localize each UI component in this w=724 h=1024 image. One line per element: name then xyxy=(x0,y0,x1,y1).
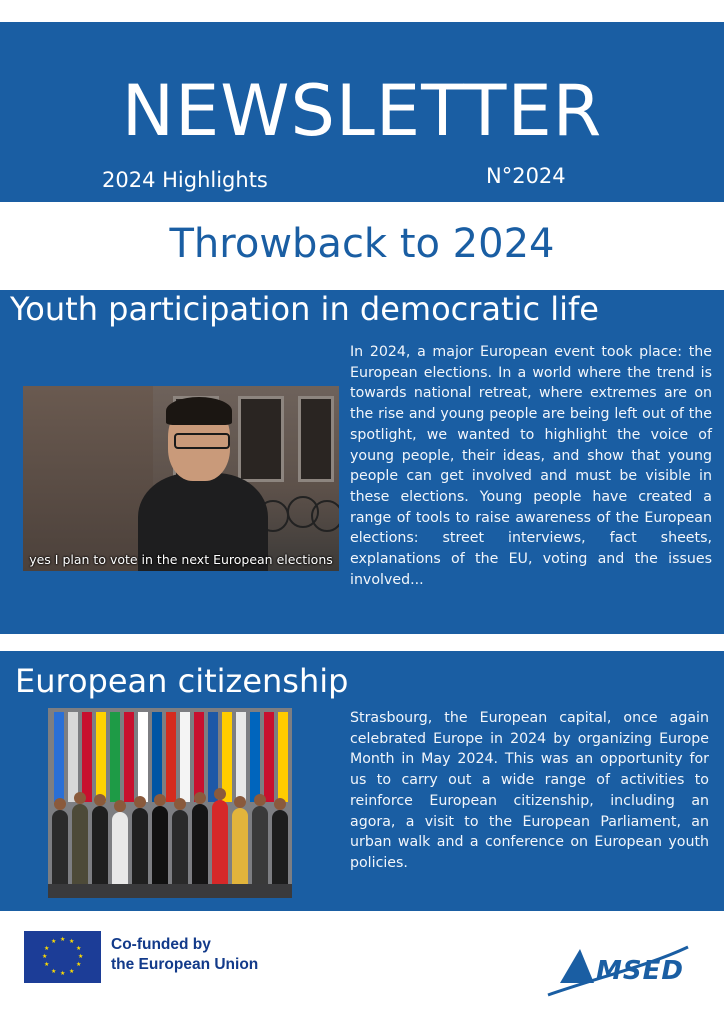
group-people xyxy=(48,778,292,898)
interview-photo xyxy=(23,386,339,571)
photo-floor xyxy=(48,884,292,898)
photo-wall xyxy=(23,386,153,571)
amsed-logo xyxy=(540,925,690,1005)
cofunded-line-2: the European Union xyxy=(111,956,259,973)
throwback-heading: Throwback to 2024 xyxy=(169,221,555,267)
section-body-youth: In 2024, a major European event took place: the European elections. In a world where the trend is towards national retreat, where extremes are on the rise and young people are being left out of the spotlight, we wanted to highlight the voice of young people, their ideas, and show that young people can get involved and must be visible in these elections. Young people have created a range of tools to raise awareness of the European elections: street interviews, fact sheets, explanations of the EU, voting and the issues involved... xyxy=(350,344,712,588)
cofunded-label xyxy=(111,935,258,975)
newsletter-title: NEWSLETTER xyxy=(121,70,603,152)
newsletter-header xyxy=(0,22,724,202)
section-youth-participation xyxy=(0,290,724,634)
group-photo xyxy=(48,708,292,898)
svg-text:MSED: MSED xyxy=(596,956,684,986)
footer xyxy=(0,911,724,1024)
section-title-citizenship: European citizenship xyxy=(15,662,349,700)
section-body-citizenship: Strasbourg, the European capital, once again celebrated Europe in 2024 by organizing Europe Month in May 2024. This was an opportunity for us to carry out a wide range of activities to reinforce European citizenship, including an agora, a visit to the European Parliament, an urban walk and a conference on European youth policies. xyxy=(350,710,709,871)
photo-caption: yes I plan to vote in the next European elections xyxy=(29,552,333,567)
section-european-citizenship xyxy=(0,651,724,911)
section-title-youth: Youth participation in democratic life xyxy=(10,290,599,328)
cofunded-line-1: Co-funded by xyxy=(111,936,211,953)
photo-window xyxy=(298,396,334,482)
photo-person xyxy=(138,401,268,571)
newsletter-subtitle: 2024 Highlights xyxy=(102,168,268,192)
eu-flag-icon: ★ ★ ★ ★ ★ ★ ★ ★ ★ ★ ★ ★ xyxy=(24,931,101,983)
issue-number: N°2024 xyxy=(486,164,566,188)
